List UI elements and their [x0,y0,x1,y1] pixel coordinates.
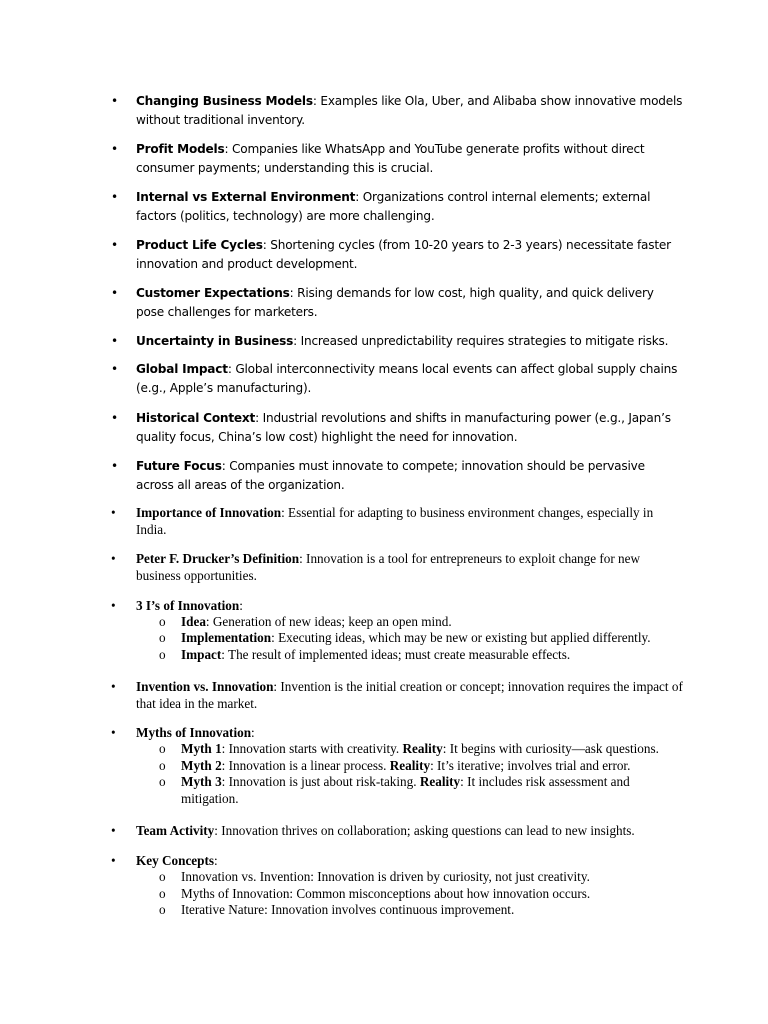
sub-bullet: o [159,869,166,884]
bullet: • [111,190,118,204]
item-term: Product Life Cycles [136,238,263,252]
list-item-text [136,505,684,538]
item-description: : Increased unpredictability requires strategies to mitigate risks. [293,334,669,348]
item-term: Changing Business Models [136,94,313,108]
list-item-text [136,598,684,615]
bullet: • [111,679,116,694]
sub-bullet: o [159,902,166,917]
item-description: : [251,725,255,740]
sub-item-description: : Executing ideas, which may be new or existing but applied differently. [271,630,651,645]
sub-bullet: o [159,774,166,789]
list-item-text [136,236,684,274]
item-description: : Companies like WhatsApp and YouTube generate profits without direct consumer payments; understanding this is crucial. [136,142,645,175]
list-item-text [136,284,684,322]
item-term: Uncertainty in Business [136,334,294,348]
sub-bullet: o [159,886,166,901]
item-description: : Innovation is a tool for entrepreneurs to exploit change for new business opportunities. [136,551,641,583]
item-term: Historical Context [136,411,256,425]
bullet: • [111,459,118,473]
sub-item-term-2: Reality [389,758,431,773]
sub-item-description: : Innovation is just about risk-taking. [221,774,420,789]
list-item-text [136,140,684,178]
bullet: • [111,853,116,868]
sub-item-term-2: Reality [419,774,461,789]
item-term: 3 I’s of Innovation [136,598,240,613]
sub-bullet: o [159,741,166,756]
bullet: • [111,362,118,376]
item-term: Internal vs External Environment [136,190,356,204]
sub-item-description: : The result of implemented ideas; must create measurable effects. [221,647,571,662]
list-item-text [136,188,684,226]
bullet: • [111,94,118,108]
item-term: Invention vs. Innovation [136,679,274,694]
item-description: : Companies must innovate to compete; innovation should be pervasive across all areas of the organization. [136,459,645,492]
sub-item-term: Idea [181,614,206,629]
sub-bullet: o [159,630,166,645]
list-item-text [136,853,684,870]
sub-item-description: : Innovation is a linear process. [221,758,390,773]
item-description: : Rising demands for low cost, high quality, and quick delivery pose challenges for marketers. [136,286,654,319]
item-term: Profit Models [136,142,225,156]
sub-item-term: Myth 1 [181,741,222,756]
sub-item-term-2: Reality [402,741,443,756]
list-item-text [136,679,684,712]
list-item-text [136,409,684,447]
bullet: • [111,411,118,425]
bullet: • [111,142,118,156]
item-description: : Global interconnectivity means local events can affect global supply chains (e.g., Apple’s manufacturing). [136,362,678,395]
item-description: : [214,853,218,868]
sub-item-text [181,630,661,647]
sub-item-term: Implementation [181,630,272,645]
sub-item-text [181,758,661,775]
sub-item-description: : Generation of new ideas; keep an open mind. [205,614,452,629]
item-term: Peter F. Drucker’s Definition [136,551,300,566]
sub-item-text [181,614,661,631]
sub-bullet: o [159,758,166,773]
sub-bullet: o [159,614,166,629]
item-description: : Shortening cycles (from 10-20 years to 2-3 years) necessitate faster innovation and product development. [136,238,671,271]
item-term: Myths of Innovation [136,725,252,740]
bullet: • [111,505,116,520]
list-item-text [136,360,684,398]
sub-item-text: Iterative Nature: Innovation involves continuous improvement. [181,902,515,917]
list-item-text [136,92,684,130]
sub-item-description: : Innovation starts with creativity. [221,741,403,756]
item-term: Key Concepts [136,853,215,868]
sub-item-text: Innovation vs. Invention: Innovation is driven by curiosity, not just creativity. [181,869,590,884]
item-description: : Examples like Ola, Uber, and Alibaba show innovative models without traditional inventory. [136,94,683,127]
bullet: • [111,598,116,613]
item-term: Global Impact [136,362,228,376]
item-description: : Industrial revolutions and shifts in manufacturing power (e.g., Japan’s quality focus, China’s low cost) highlight the need for innovation. [136,411,671,444]
item-description: : Essential for adapting to business environment changes, especially in India. [136,505,654,537]
sub-item-text: Myths of Innovation: Common misconceptions about how innovation occurs. [181,886,591,901]
item-description: : Organizations control internal elements; external factors (politics, technology) are more challenging. [136,190,651,223]
sub-item-text [181,741,661,758]
sub-item-term: Myth 3 [181,774,222,789]
list-item-text [136,725,684,742]
sub-item-term: Impact [181,647,222,662]
sub-item-description-2: : It begins with curiosity—ask questions. [442,741,659,756]
bullet: • [111,551,116,566]
list-item-text [136,457,684,495]
list-item-text [136,823,684,840]
bullet: • [111,823,116,838]
item-term: Team Activity [136,823,215,838]
list-item-text [136,551,684,584]
item-description: : Innovation thrives on collaboration; asking questions can lead to new insights. [214,823,635,838]
sub-item-description-2: : It’s iterative; involves trial and error. [430,758,631,773]
sub-item-description-2: : It includes risk assessment and mitigation. [181,774,630,806]
sub-item-text [181,647,661,664]
bullet: • [111,238,118,252]
item-term: Importance of Innovation [136,505,282,520]
item-term: Customer Expectations [136,286,290,300]
bullet: • [111,334,118,348]
item-term: Future Focus [136,459,222,473]
bullet: • [111,286,118,300]
item-description: : [239,598,243,613]
sub-item-text [181,774,661,807]
list-item-text [136,332,684,351]
sub-bullet: o [159,647,166,662]
bullet: • [111,725,116,740]
item-description: : Invention is the initial creation or concept; innovation requires the impact of that idea in the market. [136,679,683,711]
sub-item-term: Myth 2 [181,758,222,773]
